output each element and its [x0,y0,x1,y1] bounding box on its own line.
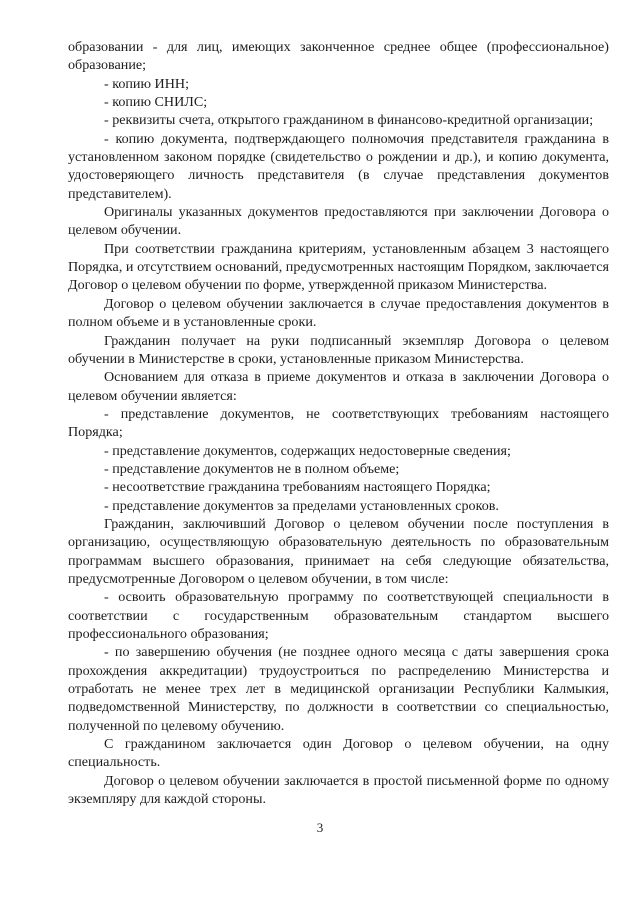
paragraph: образовании - для лиц, имеющих законченное среднее общее (профессиональное) образование; [68,39,609,74]
paragraph: Оригиналы указанных документов предоставляются при заключении Договора о целевом обучении. [68,204,609,239]
paragraph: Договор о целевом обучении заключается в случае предоставления документов в полном объеме и в установленные сроки. [68,295,609,331]
list-item: - копию СНИЛС; [104,94,208,111]
paragraph: Основанием для отказа в приеме документов и отказа в заключении Договора о целевом обучении является: [68,369,609,404]
list-item: - несоответствие гражданина требованиям настоящего Порядка; [104,479,491,496]
paragraph: С гражданином заключается один Договор о целевом обучении, на одну специальность. [68,736,609,771]
list-item: - представление документов не в полном объеме; [104,460,400,477]
list-item: - реквизиты счета, открытого гражданином в финансово-кредитной организации; [104,112,594,129]
paragraph: Гражданин, заключивший Договор о целевом обучении после поступления в организацию, осуществляющую образовательную деятельность по образовательным программам высшего образования, принимает на себя следующие обязательства, предусмотренные Договором о целевом обучении, в том числе: [68,515,609,587]
paragraph: Гражданин получает на руки подписанный экземпляр Договора о целевом обучении в Министерстве в сроки, установленные приказом Министерства. [68,332,609,367]
list-item: - копию документа, подтверждающего полномочия представителя гражданина в установленном законом порядке (свидетельство о рождении и др.), и копию документа, удостоверяющего личность представителя (в случае представления документов представителем). [68,130,609,202]
list-item: - представление документов за пределами установленных сроков. [104,497,499,514]
paragraph: Договор о целевом обучении заключается в простой письменной форме по одному экземпляру для каждой стороны. [68,772,609,808]
document-page [68,38,609,808]
list-item: - по завершению обучения (не позднее одного месяца с даты завершения срока прохождения аккредитации) трудоустроиться по распределению Министерства и отработать не менее трех лет в медицинской организации Республики Калмыкия, подведомственной Министерству, по должности в соответствии со специальностью, полученной по целевому обучению. [68,644,609,734]
page-number: 3 [316,820,324,835]
paragraph: При соответствии гражданина критериям, установленным абзацем 3 настоящего Порядка, и отсутствием оснований, предусмотренных настоящим Порядком, заключается Договор о целевом обучении по форме, утвержденной приказом Министерства. [68,240,609,294]
list-item: - представление документов, содержащих недостоверные сведения; [104,442,511,459]
list-item: - представление документов, не соответствующих требованиям настоящего Порядка; [68,405,609,441]
list-item: - освоить образовательную программу по соответствующей специальности в соответствии с государственным образовательным стандартом высшего профессионального образования; [68,589,609,642]
list-item: - копию ИНН; [104,75,189,92]
